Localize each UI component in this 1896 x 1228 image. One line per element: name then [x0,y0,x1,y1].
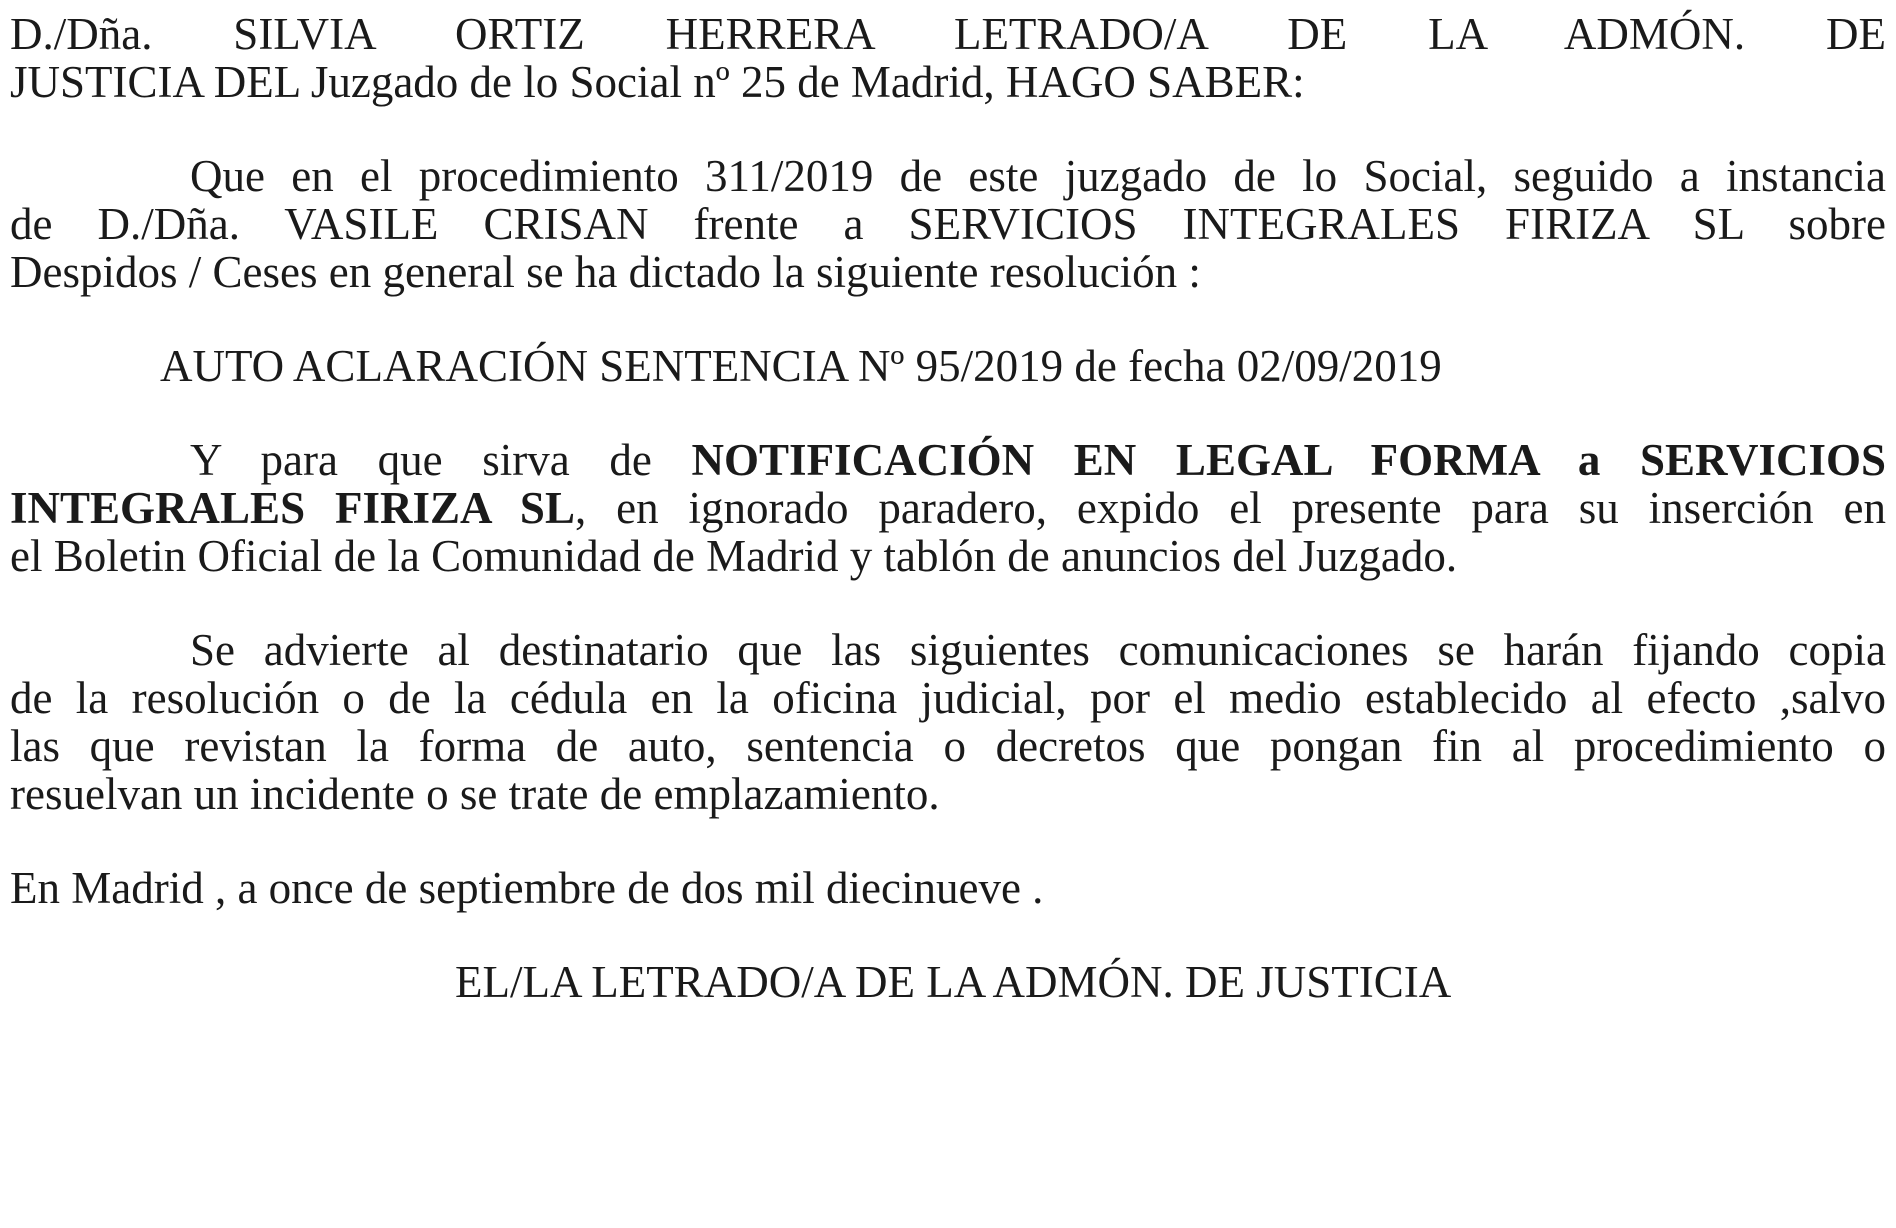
warning-line-1: Se advierte al destinatario que las siguientes comunicaciones se harán fijando copia [190,625,1886,675]
date-line: En Madrid , a once de septiembre de dos mil diecinueve . [10,863,1044,913]
notification-bold-2: INTEGRALES FIRIZA SL [10,483,575,533]
warning-line-3: las que revistan la forma de auto, sentencia o decretos que pongan fin al procedimiento o [10,721,1886,771]
resolution-line: AUTO ACLARACIÓN SENTENCIA Nº 95/2019 de fecha 02/09/2019 [160,341,1442,391]
signature-line: EL/LA LETRADO/A DE LA ADMÓN. DE JUSTICIA [455,957,1452,1007]
notification-prefix: Y para que sirva de [190,435,652,485]
warning-line-2: de la resolución o de la cédula en la oficina judicial, por el medio establecido al efecto ,salvo [10,673,1886,723]
paragraph-1-line-2: de D./Dña. VASILE CRISAN frente a SERVICIOS INTEGRALES FIRIZA SL sobre [10,199,1886,249]
warning-line-4: resuelvan un incidente o se trate de emplazamiento. [10,769,940,819]
paragraph-1-line-3: Despidos / Ceses en general se ha dictado la siguiente resolución : [10,247,1201,297]
notification-bold-1: NOTIFICACIÓN EN LEGAL FORMA a SERVICIOS [691,435,1886,485]
notification-line-3: el Boletin Oficial de la Comunidad de Madrid y tablón de anuncios del Juzgado. [10,531,1458,581]
notification-rest: , en ignorado paradero, expido el presente para su inserción en [574,483,1886,533]
paragraph-1-line-1: Que en el procedimiento 311/2019 de este juzgado de lo Social, seguido a instancia [190,151,1886,201]
header-line-1: D./Dña. SILVIA ORTIZ HERRERA LETRADO/A DE LA ADMÓN. DE [10,9,1886,59]
document-page [10,0,1886,1228]
header-line-2: JUSTICIA DEL Juzgado de lo Social nº 25 de Madrid, HAGO SABER: [10,57,1305,107]
